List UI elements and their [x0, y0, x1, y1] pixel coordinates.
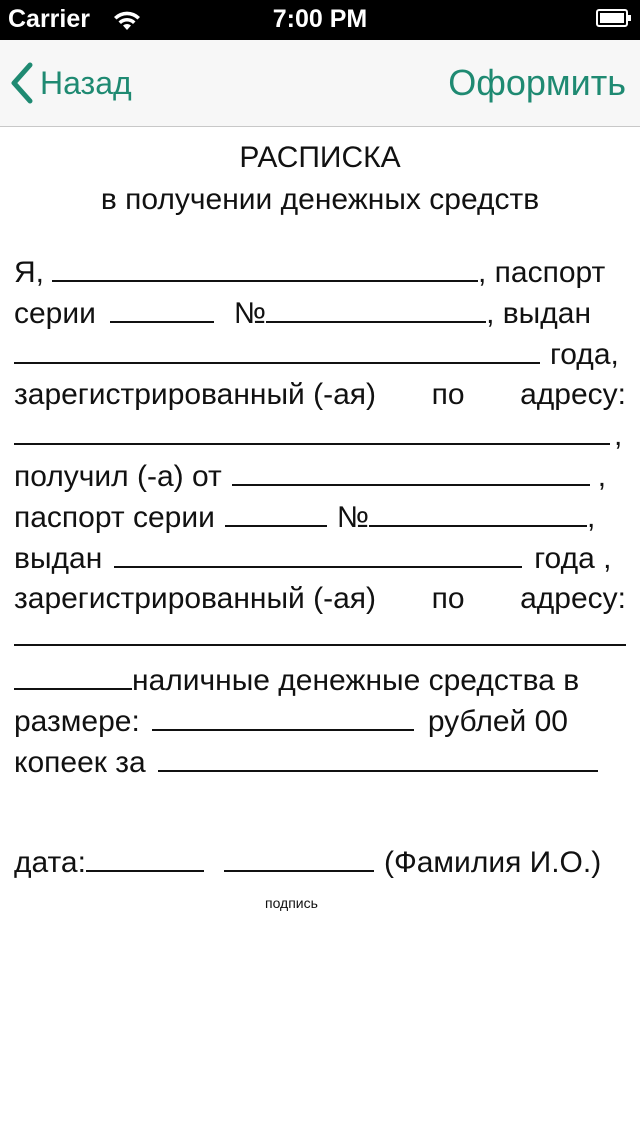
- signature-caption: подпись: [265, 895, 318, 912]
- payer-passport-number-blank: [369, 501, 587, 527]
- full-name-blank: [52, 256, 478, 282]
- purpose-blank: [158, 746, 598, 772]
- text-line: копеек за: [14, 743, 626, 784]
- amount-prefix-blank: [14, 664, 132, 690]
- text-line: серии № , выдан: [14, 296, 592, 330]
- text-line: паспорт серии № ,: [14, 500, 596, 534]
- payer-name-blank: [232, 460, 590, 486]
- passport-series-blank: [110, 297, 214, 323]
- passport-number-blank: [266, 297, 486, 323]
- submit-button[interactable]: Оформить: [448, 62, 626, 103]
- amount-blank: [152, 705, 414, 731]
- signature-blank: [224, 846, 374, 872]
- document-body: [14, 253, 626, 912]
- back-button[interactable]: [10, 60, 132, 106]
- receipt-document: [14, 127, 626, 912]
- text-line: ,: [14, 416, 626, 457]
- back-button-label: Назад: [40, 64, 132, 101]
- battery-icon: [596, 9, 632, 27]
- payer-address-blank: [14, 620, 626, 646]
- name-label: (Фамилия И.О.): [383, 846, 602, 880]
- text-line: зарегистрированный (-ая) по адресу:: [14, 378, 626, 412]
- payer-passport-series-blank: [225, 501, 327, 527]
- text-line: выдан года ,: [14, 541, 612, 575]
- text-line: наличные денежные средства в: [14, 661, 626, 702]
- text-line: [14, 620, 626, 661]
- text-line: года,: [14, 335, 626, 376]
- payer-issued-by-blank: [114, 542, 522, 568]
- issued-by-blank: [14, 338, 540, 364]
- text-line: получил (-а) от ,: [14, 459, 607, 493]
- date-label: дата:: [14, 846, 86, 880]
- navigation-bar: [0, 40, 640, 127]
- text-line: размере: рублей 00: [14, 704, 568, 738]
- text-line: Я, , паспорт: [14, 256, 606, 289]
- clock-time: 7:00 PM: [272, 5, 368, 33]
- signature-row: [14, 843, 626, 912]
- status-bar: [0, 0, 640, 40]
- date-blank: [86, 846, 204, 872]
- chevron-left-icon: [10, 62, 34, 104]
- address-blank: [14, 419, 610, 445]
- carrier-label: Carrier: [8, 5, 90, 33]
- text-line: зарегистрированный (-ая) по адресу:: [14, 582, 626, 616]
- document-title: РАСПИСКА: [239, 141, 401, 174]
- document-subtitle: в получении денежных средств: [100, 183, 540, 216]
